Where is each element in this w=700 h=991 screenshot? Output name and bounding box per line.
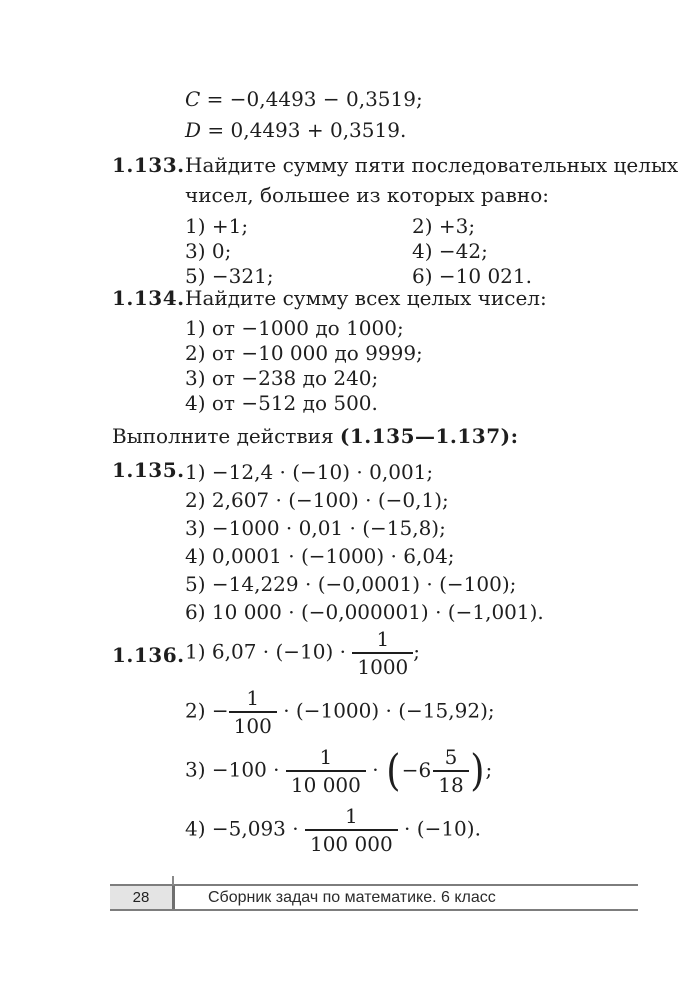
problem-item: 2) от −10 000 до 9999; [185,341,423,365]
equation-line-c [185,84,423,115]
fraction [229,687,277,737]
problem-item: 1) −12,4 · (−10) · 0,001; [185,460,434,484]
problem-item: 4) −42; [412,239,488,263]
expression-text: · (−1000) · (−15,92); [276,698,495,723]
equation-d-expression: = 0,4493 + 0,3519. [201,118,407,142]
fraction-denominator: 1000 [357,655,409,679]
variable-d: D [185,118,202,142]
equation-c-expression: = −0,4493 − 0,3519; [200,87,423,111]
problem-text-line: Найдите сумму пяти последовательных целых [185,153,679,177]
problem-item: 3) −1000 · 0,01 · (−15,8); [185,516,446,540]
problem-item: 3) 0; [185,239,232,263]
expression-text: 2) − [185,698,229,723]
problem-item-fraction [185,687,495,737]
instruction-text: Выполните действия [112,424,340,448]
problem-item: 3) от −238 до 240; [185,366,379,390]
fraction-numerator: 1 [286,746,366,772]
problem-number: 1.136. [112,643,185,667]
equation-line-d [185,115,423,146]
footer-tick-mark [172,876,174,885]
fraction-denominator: 100 000 [309,832,393,856]
problem-number: 1.135. [112,458,185,482]
problem-text [185,150,700,210]
problem-item: 2) 2,607 · (−100) · (−0,1); [185,488,449,512]
problem-item: 6) 10 000 · (−0,000001) · (−1,001). [185,600,544,624]
problem-1133-statement [0,150,700,210]
instruction-range: (1.135—1.137): [339,424,519,448]
expression-text: ; [485,757,493,782]
problem-item: 1) +1; [185,214,249,238]
problem-1135 [0,458,700,626]
page-footer [110,876,638,911]
fraction-numerator: 1 [352,628,413,654]
problem-1133-items [185,214,700,289]
fraction-denominator: 10 000 [290,773,361,797]
problem-item-fraction: 3) −100 · $\frac{1}{10 000}$ · (−6 $\frac{5}{18}$ ); [185,745,493,797]
fraction [433,746,468,796]
footer-book-title: Сборник задач по математике. 6 класс [208,888,496,906]
expression-text: · [365,757,385,782]
problem-1136-items [185,628,495,864]
problem-item: 5) −321; [185,264,274,288]
problem-text-line: чисел, большее из которых равно: [185,183,550,207]
problem-item-fraction [185,628,495,678]
problem-item: 4) от −512 до 500. [185,391,378,415]
problem-1134 [0,283,700,416]
fraction-numerator: 1 [305,805,398,831]
footer-bar [110,884,638,911]
problem-text: Найдите сумму всех целых чисел: [185,286,547,310]
problem-item: 2) +3; [412,214,476,238]
problem-item: 5) −14,229 · (−0,0001) · (−100); [185,572,517,596]
problem-number: 1.134. [112,286,185,310]
problem-1135-items [185,458,544,626]
expression-text: 1) 6,07 · (−10) · [185,639,353,664]
expression-text: 4) −5,093 · [185,816,305,841]
page-number-value: 28 [132,889,150,906]
fraction-numerator: 1 [229,687,277,713]
expression-text: · (−10). [397,816,481,841]
problem-item: 4) 0,0001 · (−1000) · 6,04; [185,544,455,568]
problem-1133 [0,150,700,289]
fraction-denominator: 18 [438,773,464,797]
variable-c: C [185,87,201,111]
expression-text: 3) −100 · [185,757,286,782]
problem-item: 6) −10 021. [412,264,532,288]
fraction [286,746,366,796]
page-number-box [110,886,172,909]
equation-block [185,84,423,146]
problem-item: 1) от −1000 до 1000; [185,316,404,340]
mixed-number-whole: −6 [401,757,432,782]
problem-1134-items [185,316,700,416]
expression-text: ; [413,639,421,664]
problem-1134-statement [0,283,700,313]
fraction-denominator: 100 [233,714,272,738]
fraction [352,628,413,678]
fraction [305,805,398,855]
fraction-numerator: 5 [433,746,468,772]
problem-number: 1.133. [112,153,185,177]
problem-1136 [0,628,700,864]
instruction-line [112,421,518,451]
problem-item-fraction [185,805,495,855]
